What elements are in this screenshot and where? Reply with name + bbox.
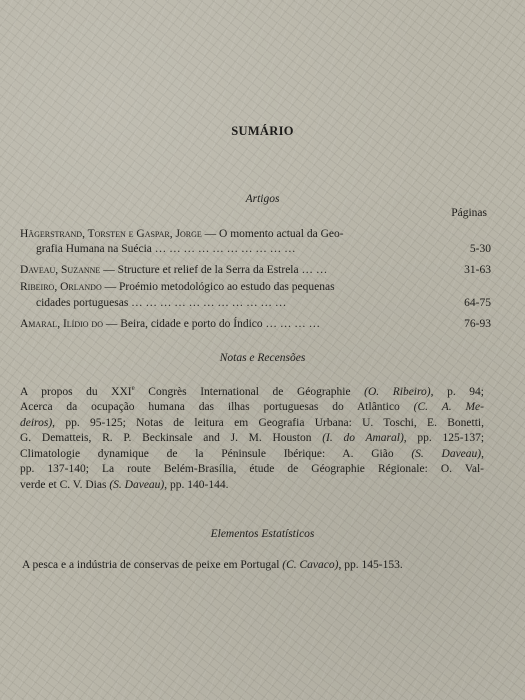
notas-line-3: deiros), pp. 95-125; Notas de leitura em Geografia Urbana: U. Toschi, E. Bonetti, bbox=[20, 416, 484, 429]
notas-paragraph bbox=[20, 381, 484, 493]
article-1-line-1 bbox=[20, 227, 464, 242]
notas-line-1: A propos du XXIe Congrès International de Géographie (O. Ribeiro), p. 94; bbox=[20, 384, 484, 398]
section-heading-elementos: Elementos Estatísticos bbox=[210, 528, 315, 540]
section-heading-artigos: Artigos bbox=[245, 193, 280, 205]
notas-line-2: Acerca da ocupação humana das ilhas portuguesas do Atlântico (C. A. Me- bbox=[20, 401, 484, 414]
article-2-author: Daveau, Suzanne bbox=[20, 264, 101, 276]
article-1-author: Hägerstrand, Torsten e Gaspar, Jorge bbox=[20, 228, 202, 240]
article-2-pages: 31-63 bbox=[464, 264, 491, 276]
article-2-line bbox=[20, 263, 464, 278]
article-3-title-start: — Proémio metodológico ao estudo das pequenas bbox=[101, 281, 335, 293]
article-3-line-2: cidades portuguesas … … … … … … … … … … … bbox=[36, 297, 287, 309]
article-3-pages: 64-75 bbox=[464, 297, 491, 309]
article-4-title: — Beira, cidade e porto do Índico … … … … bbox=[102, 318, 321, 330]
article-1-line-2: grafia Humana na Suécia … … … … … … … … … … bbox=[36, 243, 296, 255]
article-4-author: Amaral, Ilídio do bbox=[20, 318, 103, 330]
article-2-title: — Structure et relief de la Serra da Estrela … … bbox=[100, 264, 328, 276]
elementos-entry: A pesca e a indústria de conservas de peixe em Portugal (C. Cavaco), pp. 145-153. bbox=[22, 559, 403, 571]
article-3-author: Ribeiro, Orlando bbox=[20, 281, 102, 293]
notas-line-7: verde et C. V. Dias (S. Daveau), pp. 140-144. bbox=[20, 478, 229, 491]
pages-column-header: Páginas bbox=[451, 207, 487, 219]
notas-line-6: pp. 137-140; La route Belém-Brasília, étude de Géographie Régionale: O. Val- bbox=[20, 463, 484, 476]
section-heading-notas: Notas e Recensões bbox=[219, 352, 306, 364]
article-3-line-1 bbox=[20, 280, 464, 295]
page-title: SUMÁRIO bbox=[231, 124, 294, 138]
article-1-title-start: — O momento actual da Geo- bbox=[201, 228, 344, 240]
article-1-pages: 5-30 bbox=[469, 243, 491, 255]
article-4-line bbox=[20, 317, 464, 332]
article-4-pages: 76-93 bbox=[464, 318, 491, 330]
notas-line-4: G. Dematteis, R. P. Beckinsale and J. M. Houston (I. do Amaral), pp. 125-137; bbox=[20, 432, 485, 445]
notas-line-5: Climatologie dynamique de la Péninsule Ibérique: A. Gião (S. Daveau), bbox=[20, 447, 484, 460]
